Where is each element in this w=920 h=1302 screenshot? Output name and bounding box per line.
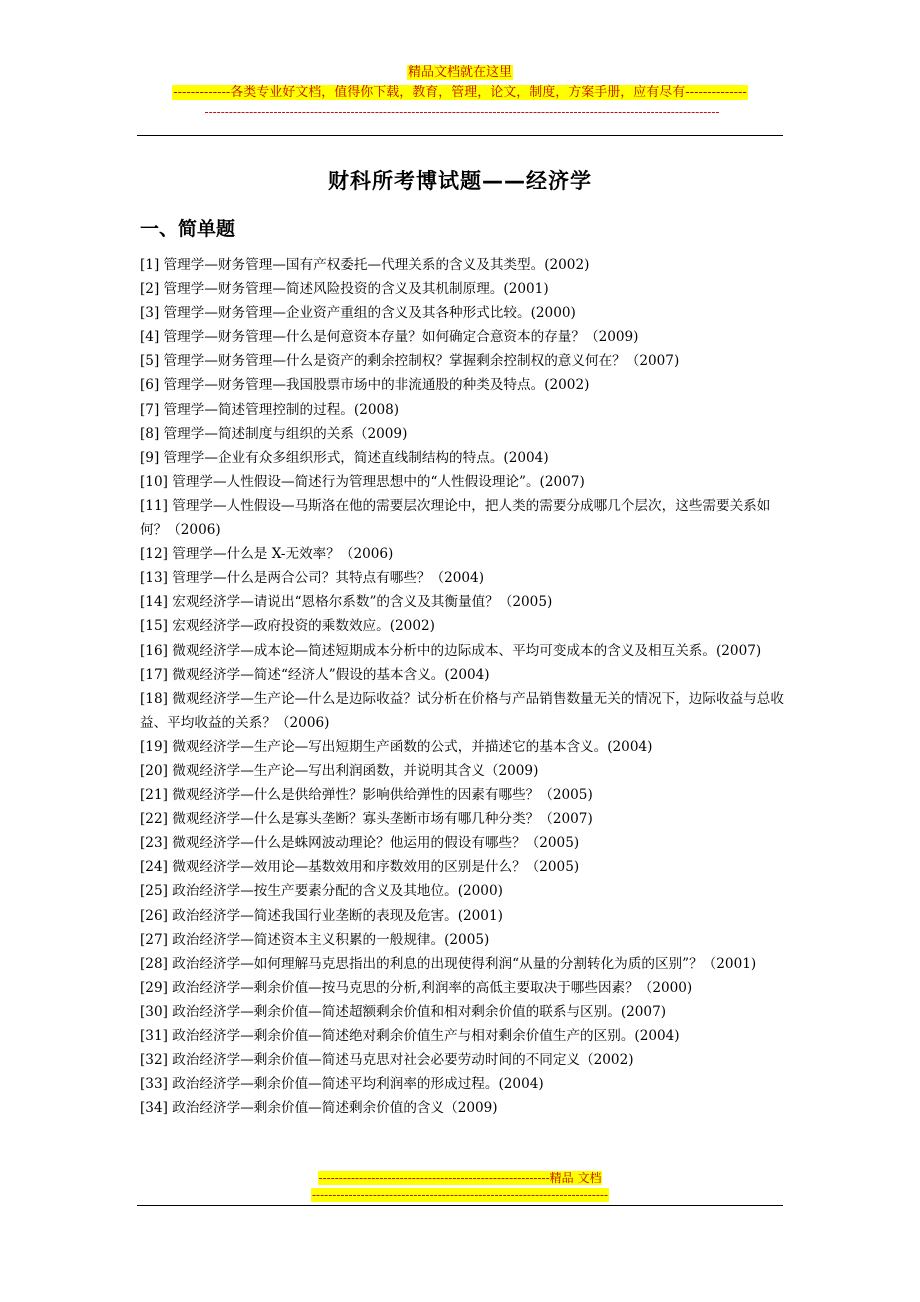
question-item: [32] 政治经济学—剩余价值—简述马克思对社会必要劳动时间的不同定义（2002): [140, 1052, 634, 1069]
question-item: [9] 管理学—企业有众多组织形式，简述直线制结构的特点。(2004): [140, 449, 549, 466]
question-item: [16] 微观经济学—成本论—简述短期成本分析中的边际成本、平均可变成本的含义及相互关系。(2007): [140, 642, 762, 659]
question-item: [12] 管理学—什么是 X-无效率？（2006): [140, 546, 394, 563]
header-line-1: [0, 64, 920, 82]
question-item: [6] 管理学—财务管理—我国股票市场中的非流通股的种类及特点。(2002): [140, 377, 590, 394]
question-list: [140, 253, 788, 1120]
header-tagline: 精品文档就在这里: [407, 65, 512, 80]
question-item: [22] 微观经济学—什么是寡头垄断？寡头垄断市场有哪几种分类？（2007): [140, 811, 593, 828]
header-dash-line: -------------------------------------------------------------------------------------------------------------------------------: [204, 105, 720, 119]
question-item: [29] 政治经济学—剩余价值—按马克思的分析,利润率的高低主要取决于哪些因素？（2000): [140, 979, 693, 996]
question-item: [34] 政治经济学—剩余价值—简述剩余价值的含义（2009): [140, 1100, 498, 1117]
question-item: [14] 宏观经济学—请说出“恩格尔系数”的含义及其衡量值？（2005): [140, 594, 553, 611]
question-item: [7] 管理学—简述管理控制的过程。(2008): [140, 401, 400, 418]
question-item: [20] 微观经济学—生产论—写出利润函数，并说明其含义（2009): [140, 762, 539, 779]
footer-line-2: [0, 1188, 920, 1202]
question-item: [17] 微观经济学—简述“经济人”假设的基本含义。(2004): [140, 666, 490, 683]
section-heading: 一、简单题: [140, 218, 236, 240]
question-item: [10] 管理学—人性假设—简述行为管理思想中的“人性假设理论”。(2007): [140, 473, 585, 490]
question-item: [8] 管理学—简述制度与组织的关系（2009): [140, 425, 408, 442]
question-item: [4] 管理学—财务管理—什么是何意资本存量？如何确定合意资本的存量？（2009): [140, 329, 639, 346]
question-item: [24] 微观经济学—效用论—基数效用和序数效用的区别是什么？（2005): [140, 859, 580, 876]
question-item: [3] 管理学—财务管理—企业资产重组的含义及其各种形式比较。(2000): [140, 305, 576, 322]
header-rule: [137, 135, 783, 136]
question-item: [11] 管理学—人性假设—马斯洛在他的需要层次理论中，把人类的需要分成哪几个层次，这些需要关系如何？（2006): [140, 497, 771, 539]
question-item: [18] 微观经济学—生产论—什么是边际收益？试分析在价格与产品销售数量无关的情况下，边际收益与总收益、平均收益的关系？（2006): [140, 690, 784, 731]
question-item: [2] 管理学—财务管理—简述风险投资的含义及其机制原理。(2001): [140, 281, 549, 298]
question-item: [25] 政治经济学—按生产要素分配的含义及其地位。(2000): [140, 883, 503, 900]
footer-rule: [137, 1205, 783, 1206]
question-item: [5] 管理学—财务管理—什么是资产的剩余控制权？掌握剩余控制权的意义何在？（2007): [140, 353, 680, 370]
question-item: [1] 管理学—财务管理—国有产权委托—代理关系的含义及其类型。(2002): [140, 257, 590, 273]
question-item: [19] 微观经济学—生产论—写出短期生产函数的公式，并描述它的基本含义。(2004): [140, 738, 653, 755]
question-item: [30] 政治经济学—剩余价值—简述超额剩余价值和相对剩余价值的联系与区别。(2007): [140, 1003, 667, 1020]
footer-tag: ---------------------------------------------------------精品 文档: [318, 1171, 602, 1185]
question-item: [33] 政治经济学—剩余价值—简述平均利润率的形成过程。(2004): [140, 1076, 544, 1093]
question-item: [26] 政治经济学—简述我国行业垄断的表现及危害。(2001): [140, 907, 503, 924]
header-promo: -------------各类专业好文档，值得你下载，教育，管理，论文，制度，方案手册，应有尽有--------------: [173, 85, 747, 100]
page-title: 财科所考博试题——经济学: [328, 169, 592, 193]
question-item: [31] 政治经济学—剩余价值—简述绝对剩余价值生产与相对剩余价值生产的区别。(2004): [140, 1028, 680, 1044]
question-item: [15] 宏观经济学—政府投资的乘数效应。(2002): [140, 618, 435, 635]
footer-line-1: [0, 1170, 920, 1186]
question-item: [27] 政治经济学—简述资本主义积累的一般规律。(2005): [140, 931, 490, 948]
question-item: [28] 政治经济学—如何理解马克思指出的利息的出现使得利润“从量的分割转化为质的区别”？（2001): [140, 955, 757, 972]
question-item: [23] 微观经济学—什么是蛛网波动理论？他运用的假设有哪些？（2005): [140, 835, 580, 852]
question-item: [13] 管理学—什么是两合公司？其特点有哪些？（2004): [140, 570, 484, 587]
footer-dashes: -------------------------------------------------------------------------: [312, 1188, 608, 1202]
question-item: [21] 微观经济学—什么是供给弹性？影响供给弹性的因素有哪些？（2005): [140, 787, 593, 804]
header-line-2: [0, 84, 920, 102]
